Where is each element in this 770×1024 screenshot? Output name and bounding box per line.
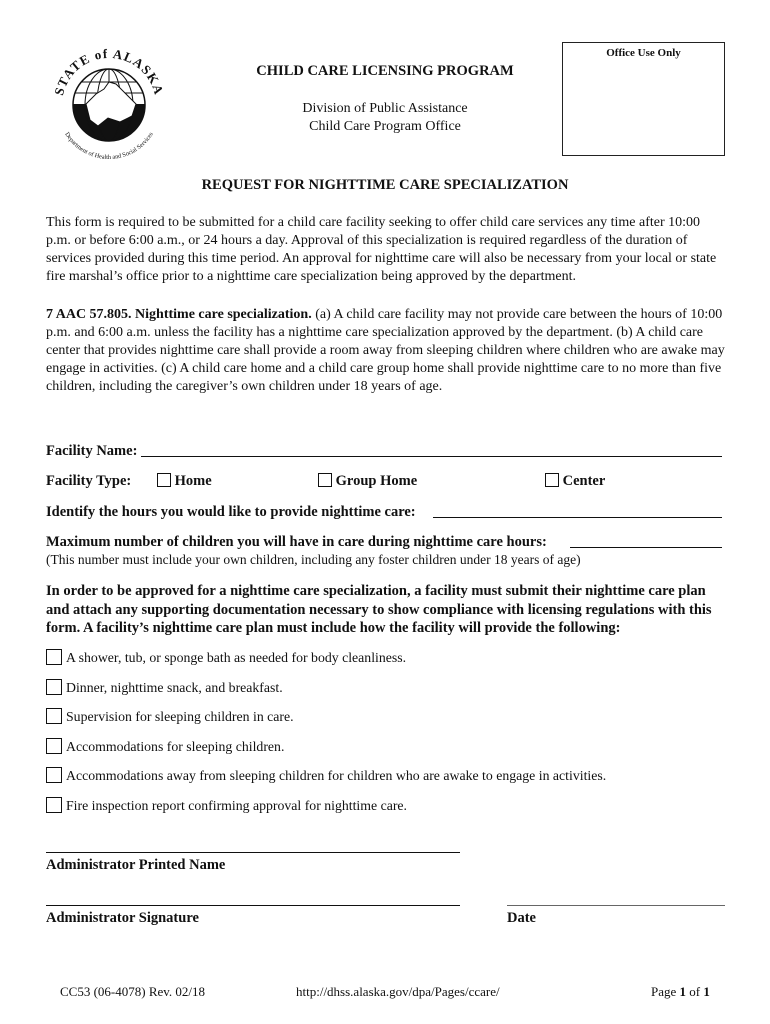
requirement-checkbox[interactable] bbox=[46, 708, 62, 724]
max-children-field[interactable] bbox=[570, 547, 722, 548]
requirement-item[interactable] bbox=[46, 679, 283, 696]
requirement-label: Accommodations away from sleeping children for children who are awake to engage in activities. bbox=[66, 768, 607, 783]
printed-name-line[interactable] bbox=[46, 852, 460, 853]
hours-field[interactable] bbox=[433, 517, 722, 518]
date-label: Date bbox=[507, 910, 536, 926]
division-name: Division of Public Assistance bbox=[302, 101, 468, 116]
center-option-label: Center bbox=[562, 473, 606, 489]
page-prefix: Page bbox=[651, 984, 680, 999]
home-option-label: Home bbox=[174, 473, 212, 489]
requirement-label: Fire inspection report confirming approval for nighttime care. bbox=[66, 798, 407, 813]
requirement-checkbox[interactable] bbox=[46, 797, 62, 813]
requirement-item[interactable] bbox=[46, 797, 407, 814]
facility-type-home[interactable] bbox=[157, 473, 212, 490]
facility-type-group-home[interactable] bbox=[318, 473, 417, 490]
seal-bottom-text: Department of Health and Social Services bbox=[63, 131, 155, 162]
requirement-label: Dinner, nighttime snack, and breakfast. bbox=[66, 680, 283, 695]
max-children-label: Maximum number of children you will have in care during nighttime care hours: bbox=[46, 534, 547, 550]
page-total: 1 bbox=[703, 984, 710, 999]
requirement-item[interactable] bbox=[46, 708, 294, 725]
requirement-label: A shower, tub, or sponge bath as needed for body cleanliness. bbox=[66, 650, 407, 665]
requirement-checkbox[interactable] bbox=[46, 738, 62, 754]
page-number bbox=[651, 984, 710, 1000]
page-current: 1 bbox=[679, 984, 687, 999]
facility-type-label: Facility Type: bbox=[46, 473, 132, 489]
requirement-item[interactable] bbox=[46, 767, 606, 784]
intro-paragraph: This form is required to be submitted for a child care facility seeking to offer child care services any time after 10:00 p.m. or before 6:00 a.m., or 24 hours a day. Approval of this specialization is required regardless of the duration of services provided during this time period. An approval for nighttime care will also be necessary from your local or state fire marshal’s office prior to a nighttime care specialization being approved by the department. bbox=[46, 215, 717, 284]
footer-url[interactable]: http://dhss.alaska.gov/dpa/Pages/ccare/ bbox=[296, 984, 500, 999]
signature-label: Administrator Signature bbox=[46, 910, 199, 926]
center-checkbox[interactable] bbox=[545, 473, 559, 487]
signature-line[interactable] bbox=[46, 905, 460, 906]
facility-type-center[interactable] bbox=[545, 473, 605, 490]
max-children-note: (This number must include your own children, including any foster children under 18 years of age) bbox=[46, 552, 581, 567]
office-name: Child Care Program Office bbox=[309, 119, 461, 134]
requirement-item[interactable] bbox=[46, 649, 406, 666]
office-use-label: Office Use Only bbox=[606, 47, 681, 59]
facility-name-label: Facility Name: bbox=[46, 443, 138, 459]
requirement-label: Supervision for sleeping children in care. bbox=[66, 709, 294, 724]
regulation-citation: 7 AAC 57.805. Nighttime care specialization. bbox=[46, 307, 312, 322]
regulation-text: (a) A child care facility may not provide care between the hours of 10:00 p.m. and 6:00 a.m. unless the facility has a nighttime care specialization approved by the department. (b) A child care center that provides nighttime care shall provide a room away from sleeping children where children who are awake may engage in activities. (c) A child care home and a child care group home shall provide nighttime care to no more than five children, including the caregiver’s own children under 18 years of age. bbox=[46, 307, 725, 394]
hours-label: Identify the hours you would like to provide nighttime care: bbox=[46, 504, 416, 520]
plan-instructions: In order to be approved for a nighttime care specialization, a facility must submit their nighttime care plan and attach any supporting documentation necessary to show compliance with licensing regulations with this form. A facility’s nighttime care plan must include how the facility will provide the following: bbox=[46, 583, 712, 636]
requirement-checkbox[interactable] bbox=[46, 767, 62, 783]
requirement-label: Accommodations for sleeping children. bbox=[66, 739, 285, 754]
form-code: CC53 (06-4078) Rev. 02/18 bbox=[60, 984, 206, 999]
requirement-checkbox[interactable] bbox=[46, 649, 62, 665]
facility-name-field[interactable] bbox=[141, 456, 722, 457]
requirement-item[interactable] bbox=[46, 738, 284, 755]
group-home-option-label: Group Home bbox=[335, 473, 418, 489]
requirement-checkbox[interactable] bbox=[46, 679, 62, 695]
program-title: CHILD CARE LICENSING PROGRAM bbox=[256, 63, 514, 79]
office-use-box bbox=[562, 42, 725, 156]
group-home-checkbox[interactable] bbox=[318, 473, 332, 487]
date-line[interactable] bbox=[507, 905, 725, 906]
page-of: of bbox=[686, 984, 704, 999]
home-checkbox[interactable] bbox=[157, 473, 171, 487]
printed-name-label: Administrator Printed Name bbox=[46, 857, 226, 873]
seal-top-text: STATE of ALASKA bbox=[51, 45, 167, 97]
regulation-paragraph bbox=[46, 306, 726, 396]
form-title: REQUEST FOR NIGHTTIME CARE SPECIALIZATION bbox=[201, 177, 569, 193]
